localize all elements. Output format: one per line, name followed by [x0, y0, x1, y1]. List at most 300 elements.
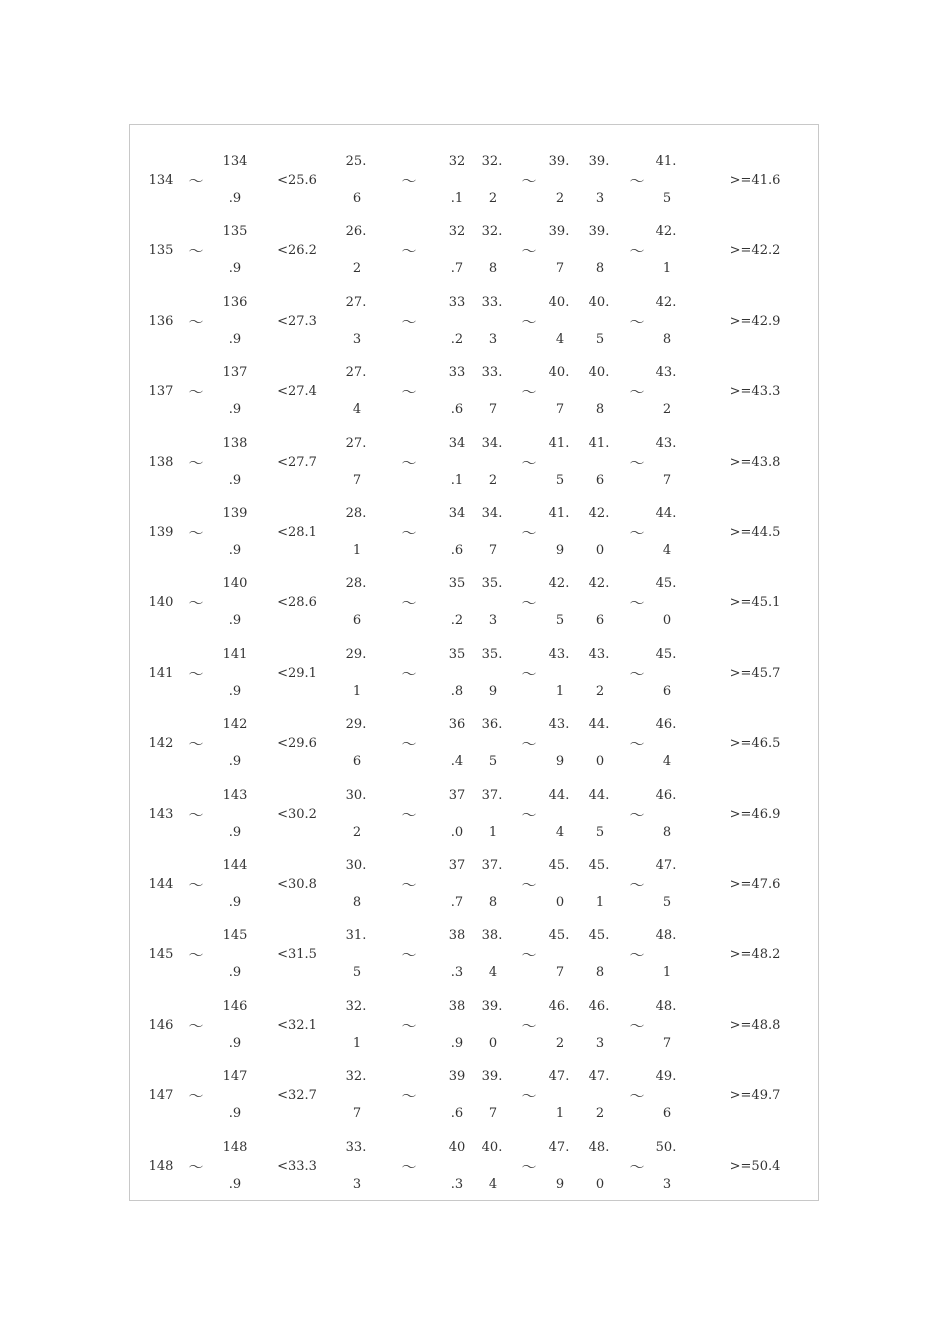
high-threshold: >=41.6 [729, 173, 781, 188]
col-f-upper: 49. [655, 1069, 677, 1085]
high-threshold: >=48.8 [729, 1017, 781, 1033]
tilde-separator: ～ [629, 805, 645, 824]
col-a-upper: 26. [345, 224, 367, 240]
col-a-upper: 28. [345, 576, 367, 592]
col-f-lower: 8 [662, 331, 672, 347]
col-e-upper: 45. [588, 928, 610, 944]
col-e-lower: 1 [595, 895, 605, 910]
tilde-separator: ～ [521, 664, 537, 683]
table-row [130, 632, 818, 702]
col-a-upper: 30. [345, 858, 367, 873]
range-upper: 138 [222, 435, 248, 451]
height-value: 135 [148, 243, 174, 259]
range-upper: 137 [222, 365, 248, 381]
col-a-upper: 27. [345, 435, 367, 451]
col-f-lower: 4 [662, 543, 672, 558]
tilde-separator: ～ [629, 876, 645, 894]
col-c-lower: 8 [488, 895, 498, 910]
tilde-separator: ～ [401, 1087, 417, 1106]
range-lower: .9 [228, 613, 242, 629]
tilde-separator: ～ [401, 876, 417, 894]
tilde-separator: ～ [188, 453, 204, 472]
low-threshold: <29.1 [277, 665, 317, 681]
tilde-separator: ～ [401, 1016, 417, 1035]
col-d-lower: 5 [555, 472, 565, 488]
col-a-upper: 29. [345, 646, 367, 662]
high-threshold: >=48.2 [729, 947, 781, 963]
col-b-lower: .6 [450, 543, 464, 558]
table-row [130, 350, 818, 420]
height-value: 140 [148, 595, 174, 611]
col-a-upper: 27. [345, 365, 367, 381]
high-threshold: >=42.9 [729, 313, 781, 329]
col-d-upper: 39. [548, 154, 570, 169]
col-d-lower: 0 [555, 895, 565, 910]
col-f-lower: 1 [662, 261, 672, 277]
col-a-lower: 6 [352, 754, 362, 770]
range-lower: .9 [228, 965, 242, 981]
height-value: 137 [148, 384, 174, 400]
col-e-lower: 5 [595, 331, 605, 347]
tilde-separator: ～ [629, 1157, 645, 1176]
range-lower: .9 [228, 1106, 242, 1122]
col-d-upper: 43. [548, 717, 570, 733]
col-c-upper: 37. [481, 787, 503, 803]
col-d-upper: 46. [548, 998, 570, 1014]
col-a-lower: 7 [352, 1106, 362, 1122]
low-threshold: <30.8 [277, 877, 317, 892]
col-a-lower: 8 [352, 895, 362, 910]
col-b-lower: .6 [450, 1106, 464, 1122]
col-d-lower: 4 [555, 824, 565, 840]
tilde-separator: ～ [629, 172, 645, 190]
tilde-separator: ～ [521, 1157, 537, 1176]
col-f-upper: 42. [655, 224, 677, 240]
col-f-lower: 0 [662, 613, 672, 629]
col-e-lower: 8 [595, 261, 605, 277]
height-value: 138 [148, 454, 174, 470]
col-c-upper: 37. [481, 858, 503, 873]
tilde-separator: ～ [521, 876, 537, 894]
col-d-upper: 40. [548, 294, 570, 310]
col-d-lower: 5 [555, 613, 565, 629]
col-a-upper: 31. [345, 928, 367, 944]
col-b-lower: .7 [450, 261, 464, 277]
table-row [130, 913, 818, 983]
col-d-lower: 7 [555, 402, 565, 418]
range-upper: 148 [222, 1139, 248, 1155]
tilde-separator: ～ [401, 172, 417, 190]
col-e-upper: 42. [588, 506, 610, 521]
col-c-lower: 0 [488, 1035, 498, 1051]
col-c-upper: 34. [481, 435, 503, 451]
col-d-lower: 4 [555, 331, 565, 347]
col-e-upper: 46. [588, 998, 610, 1014]
col-c-lower: 1 [488, 824, 498, 840]
col-e-upper: 44. [588, 717, 610, 733]
low-threshold: <32.1 [277, 1017, 317, 1033]
col-e-lower: 2 [595, 683, 605, 699]
low-threshold: <27.4 [277, 384, 317, 400]
col-e-upper: 43. [588, 646, 610, 662]
col-c-upper: 33. [481, 294, 503, 310]
col-b-lower: .7 [450, 895, 464, 910]
high-threshold: >=45.1 [729, 595, 781, 611]
tilde-separator: ～ [401, 946, 417, 965]
col-a-upper: 30. [345, 787, 367, 803]
tilde-separator: ～ [629, 312, 645, 331]
col-c-upper: 38. [481, 928, 503, 944]
range-lower: .9 [228, 402, 242, 418]
low-threshold: <26.2 [277, 243, 317, 259]
tilde-separator: ～ [401, 594, 417, 613]
col-d-upper: 41. [548, 506, 570, 521]
col-d-lower: 7 [555, 261, 565, 277]
tilde-separator: ～ [521, 312, 537, 331]
col-a-upper: 33. [345, 1139, 367, 1155]
tilde-separator: ～ [521, 383, 537, 402]
tilde-separator: ～ [521, 453, 537, 472]
range-upper: 145 [222, 928, 248, 944]
col-d-upper: 40. [548, 365, 570, 381]
tilde-separator: ～ [188, 383, 204, 402]
col-c-upper: 33. [481, 365, 503, 381]
range-lower: .9 [228, 683, 242, 699]
col-d-lower: 1 [555, 1106, 565, 1122]
range-upper: 135 [222, 224, 248, 240]
col-a-upper: 25. [345, 154, 367, 169]
range-lower: .9 [228, 472, 242, 488]
high-threshold: >=43.8 [729, 454, 781, 470]
col-e-lower: 6 [595, 472, 605, 488]
range-upper: 139 [222, 506, 248, 521]
col-f-lower: 5 [662, 191, 672, 206]
col-f-lower: 1 [662, 965, 672, 981]
col-a-lower: 6 [352, 613, 362, 629]
col-b-upper: 32 [448, 224, 466, 240]
table-row [130, 139, 818, 209]
range-lower: .9 [228, 261, 242, 277]
tilde-separator: ～ [521, 1087, 537, 1106]
high-threshold: >=47.6 [729, 877, 781, 892]
col-a-lower: 5 [352, 965, 362, 981]
low-threshold: <28.1 [277, 525, 317, 540]
col-e-lower: 6 [595, 613, 605, 629]
low-threshold: <25.6 [277, 173, 317, 188]
tilde-separator: ～ [188, 594, 204, 613]
table-row [130, 1054, 818, 1124]
col-c-upper: 32. [481, 224, 503, 240]
col-e-lower: 5 [595, 824, 605, 840]
col-f-upper: 43. [655, 435, 677, 451]
col-f-lower: 5 [662, 895, 672, 910]
low-threshold: <27.3 [277, 313, 317, 329]
col-a-lower: 6 [352, 191, 362, 206]
tilde-separator: ～ [188, 946, 204, 965]
document-page [129, 124, 819, 1201]
col-d-upper: 41. [548, 435, 570, 451]
col-e-lower: 3 [595, 1035, 605, 1051]
range-lower: .9 [228, 191, 242, 206]
tilde-separator: ～ [629, 594, 645, 613]
col-a-upper: 32. [345, 1069, 367, 1085]
col-c-lower: 9 [488, 683, 498, 699]
high-threshold: >=44.5 [729, 525, 781, 540]
col-e-upper: 44. [588, 787, 610, 803]
tilde-separator: ～ [188, 805, 204, 824]
range-lower: .9 [228, 895, 242, 910]
tilde-separator: ～ [629, 664, 645, 683]
col-b-lower: .4 [450, 754, 464, 770]
col-a-upper: 29. [345, 717, 367, 733]
tilde-separator: ～ [521, 805, 537, 824]
height-value: 142 [148, 736, 174, 752]
col-d-lower: 1 [555, 683, 565, 699]
col-e-lower: 2 [595, 1106, 605, 1122]
col-f-lower: 7 [662, 472, 672, 488]
col-f-upper: 42. [655, 294, 677, 310]
tilde-separator: ～ [629, 1016, 645, 1035]
col-b-lower: .0 [450, 824, 464, 840]
high-threshold: >=46.5 [729, 736, 781, 752]
low-threshold: <31.5 [277, 947, 317, 963]
col-f-upper: 43. [655, 365, 677, 381]
height-value: 139 [148, 525, 174, 540]
tilde-separator: ～ [188, 242, 204, 261]
col-b-upper: 40 [448, 1139, 466, 1155]
tilde-separator: ～ [401, 312, 417, 331]
high-threshold: >=42.2 [729, 243, 781, 259]
col-f-lower: 6 [662, 683, 672, 699]
tilde-separator: ～ [401, 383, 417, 402]
table-row [130, 280, 818, 350]
table-row [130, 561, 818, 631]
range-upper: 140 [222, 576, 248, 592]
col-b-lower: .1 [450, 191, 464, 206]
col-a-upper: 27. [345, 294, 367, 310]
col-a-lower: 2 [352, 824, 362, 840]
col-f-lower: 3 [662, 1176, 672, 1192]
col-e-upper: 40. [588, 294, 610, 310]
table-row [130, 491, 818, 561]
col-c-lower: 7 [488, 1106, 498, 1122]
tilde-separator: ～ [521, 1016, 537, 1035]
col-f-upper: 48. [655, 928, 677, 944]
col-c-lower: 7 [488, 402, 498, 418]
col-f-upper: 47. [655, 858, 677, 873]
col-b-upper: 37 [448, 858, 466, 873]
height-value: 134 [148, 173, 174, 188]
table-row [130, 843, 818, 913]
col-b-lower: .1 [450, 472, 464, 488]
col-e-upper: 39. [588, 154, 610, 169]
low-threshold: <29.6 [277, 736, 317, 752]
range-upper: 143 [222, 787, 248, 803]
col-f-lower: 6 [662, 1106, 672, 1122]
col-f-upper: 45. [655, 646, 677, 662]
col-c-upper: 39. [481, 1069, 503, 1085]
col-b-lower: .2 [450, 331, 464, 347]
col-e-lower: 0 [595, 754, 605, 770]
col-b-upper: 37 [448, 787, 466, 803]
col-f-lower: 4 [662, 754, 672, 770]
low-threshold: <33.3 [277, 1158, 317, 1174]
height-value: 141 [148, 665, 174, 681]
tilde-separator: ～ [521, 594, 537, 613]
col-b-upper: 38 [448, 998, 466, 1014]
col-b-upper: 33 [448, 294, 466, 310]
col-b-upper: 35 [448, 576, 466, 592]
col-a-lower: 4 [352, 402, 362, 418]
col-e-upper: 40. [588, 365, 610, 381]
col-d-upper: 45. [548, 858, 570, 873]
col-d-upper: 42. [548, 576, 570, 592]
range-lower: .9 [228, 543, 242, 558]
tilde-separator: ～ [629, 383, 645, 402]
height-value: 144 [148, 877, 174, 892]
col-b-upper: 32 [448, 154, 466, 169]
tilde-separator: ～ [188, 524, 204, 542]
range-upper: 134 [222, 154, 248, 169]
col-c-upper: 32. [481, 154, 503, 169]
range-lower: .9 [228, 1035, 242, 1051]
col-c-lower: 7 [488, 543, 498, 558]
tilde-separator: ～ [401, 735, 417, 754]
tilde-separator: ～ [188, 735, 204, 754]
col-a-lower: 1 [352, 1035, 362, 1051]
col-a-lower: 3 [352, 1176, 362, 1192]
col-b-upper: 39 [448, 1069, 466, 1085]
tilde-separator: ～ [401, 242, 417, 261]
table-row [130, 421, 818, 491]
range-upper: 141 [222, 646, 248, 662]
col-f-upper: 41. [655, 154, 677, 169]
low-threshold: <30.2 [277, 806, 317, 822]
col-f-upper: 46. [655, 717, 677, 733]
table-row [130, 773, 818, 843]
col-c-upper: 35. [481, 576, 503, 592]
high-threshold: >=49.7 [729, 1088, 781, 1104]
tilde-separator: ～ [521, 524, 537, 542]
col-b-lower: .3 [450, 965, 464, 981]
col-b-upper: 36 [448, 717, 466, 733]
low-threshold: <28.6 [277, 595, 317, 611]
col-c-lower: 5 [488, 754, 498, 770]
col-d-lower: 2 [555, 1035, 565, 1051]
col-c-lower: 3 [488, 331, 498, 347]
height-value: 146 [148, 1017, 174, 1033]
tilde-separator: ～ [629, 453, 645, 472]
height-value: 145 [148, 947, 174, 963]
height-value: 147 [148, 1088, 174, 1104]
col-f-upper: 50. [655, 1139, 677, 1155]
tilde-separator: ～ [401, 524, 417, 542]
col-a-lower: 1 [352, 683, 362, 699]
tilde-separator: ～ [401, 664, 417, 683]
tilde-separator: ～ [188, 172, 204, 190]
col-d-lower: 9 [555, 1176, 565, 1192]
col-e-upper: 48. [588, 1139, 610, 1155]
range-upper: 147 [222, 1069, 248, 1085]
col-e-upper: 45. [588, 858, 610, 873]
tilde-separator: ～ [401, 1157, 417, 1176]
table-row [130, 209, 818, 279]
col-f-lower: 2 [662, 402, 672, 418]
col-e-upper: 42. [588, 576, 610, 592]
col-f-upper: 48. [655, 998, 677, 1014]
tilde-separator: ～ [401, 453, 417, 472]
col-d-upper: 47. [548, 1069, 570, 1085]
range-upper: 136 [222, 294, 248, 310]
col-d-lower: 7 [555, 965, 565, 981]
range-lower: .9 [228, 754, 242, 770]
col-d-upper: 43. [548, 646, 570, 662]
col-c-upper: 40. [481, 1139, 503, 1155]
col-c-lower: 2 [488, 191, 498, 206]
high-threshold: >=43.3 [729, 384, 781, 400]
table-row [130, 702, 818, 772]
tilde-separator: ～ [188, 876, 204, 894]
col-b-upper: 38 [448, 928, 466, 944]
tilde-separator: ～ [629, 524, 645, 542]
col-d-lower: 2 [555, 191, 565, 206]
range-upper: 142 [222, 717, 248, 733]
low-threshold: <32.7 [277, 1088, 317, 1104]
tilde-separator: ～ [521, 735, 537, 754]
col-f-lower: 7 [662, 1035, 672, 1051]
col-a-upper: 32. [345, 998, 367, 1014]
col-d-upper: 44. [548, 787, 570, 803]
col-f-upper: 44. [655, 506, 677, 521]
tilde-separator: ～ [629, 735, 645, 754]
col-c-lower: 4 [488, 1176, 498, 1192]
col-a-lower: 1 [352, 543, 362, 558]
range-lower: .9 [228, 824, 242, 840]
col-b-upper: 35 [448, 646, 466, 662]
col-c-lower: 2 [488, 472, 498, 488]
col-d-lower: 9 [555, 754, 565, 770]
range-lower: .9 [228, 1176, 242, 1192]
tilde-separator: ～ [188, 1087, 204, 1106]
col-f-upper: 46. [655, 787, 677, 803]
col-c-upper: 36. [481, 717, 503, 733]
col-b-lower: .3 [450, 1176, 464, 1192]
tilde-separator: ～ [629, 1087, 645, 1106]
col-d-upper: 47. [548, 1139, 570, 1155]
col-b-lower: .6 [450, 402, 464, 418]
high-threshold: >=45.7 [729, 665, 781, 681]
col-a-upper: 28. [345, 506, 367, 521]
col-b-upper: 34 [448, 435, 466, 451]
high-threshold: >=46.9 [729, 806, 781, 822]
height-value: 136 [148, 313, 174, 329]
col-e-lower: 8 [595, 402, 605, 418]
col-b-lower: .9 [450, 1035, 464, 1051]
tilde-separator: ～ [188, 312, 204, 331]
range-upper: 144 [222, 858, 248, 873]
tilde-separator: ～ [188, 1157, 204, 1176]
col-c-lower: 4 [488, 965, 498, 981]
col-d-upper: 39. [548, 224, 570, 240]
col-c-lower: 8 [488, 261, 498, 277]
tilde-separator: ～ [521, 242, 537, 261]
col-a-lower: 2 [352, 261, 362, 277]
col-b-upper: 34 [448, 506, 466, 521]
tilde-separator: ～ [188, 664, 204, 683]
high-threshold: >=50.4 [729, 1158, 781, 1174]
col-e-upper: 39. [588, 224, 610, 240]
col-d-upper: 45. [548, 928, 570, 944]
